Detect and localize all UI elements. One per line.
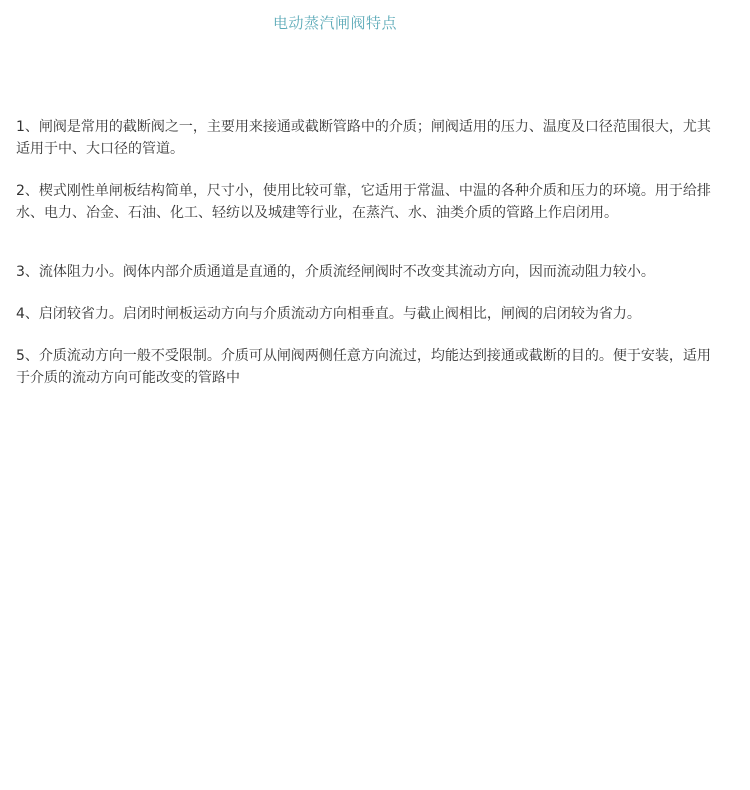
paragraph-2: 2、楔式刚性单闸板结构简单，尺寸小，使用比较可靠，它适用于常温、中温的各种介质和压力的环境。用于给排水、电力、冶金、石油、化工、轻纺以及城建等行业，在蒸汽、水、油类介质的管路上作启闭用。 (16, 183, 711, 221)
paragraph-1: 1、闸阀是常用的截断阀之一，主要用来接通或截断管路中的介质；闸阀适用的压力、温度及口径范围很大，尤其适用于中、大口径的管道。 (16, 119, 711, 157)
article-body (16, 116, 720, 409)
page-title: 电动蒸汽闸阀特点 (272, 14, 397, 32)
paragraph-4: 4、启闭较省力。启闭时闸板运动方向与介质流动方向相垂直。与截止阀相比，闸阀的启闭较为省力。 (16, 306, 641, 322)
paragraph-5: 5、介质流动方向一般不受限制。介质可从闸阀两侧任意方向流过，均能达到接通或截断的目的。便于安装，适用于介质的流动方向可能改变的管路中 (16, 348, 711, 386)
paragraph-3: 3、流体阻力小。阀体内部介质通道是直通的，介质流经闸阀时不改变其流动方向，因而流动阻力较小。 (16, 264, 655, 280)
